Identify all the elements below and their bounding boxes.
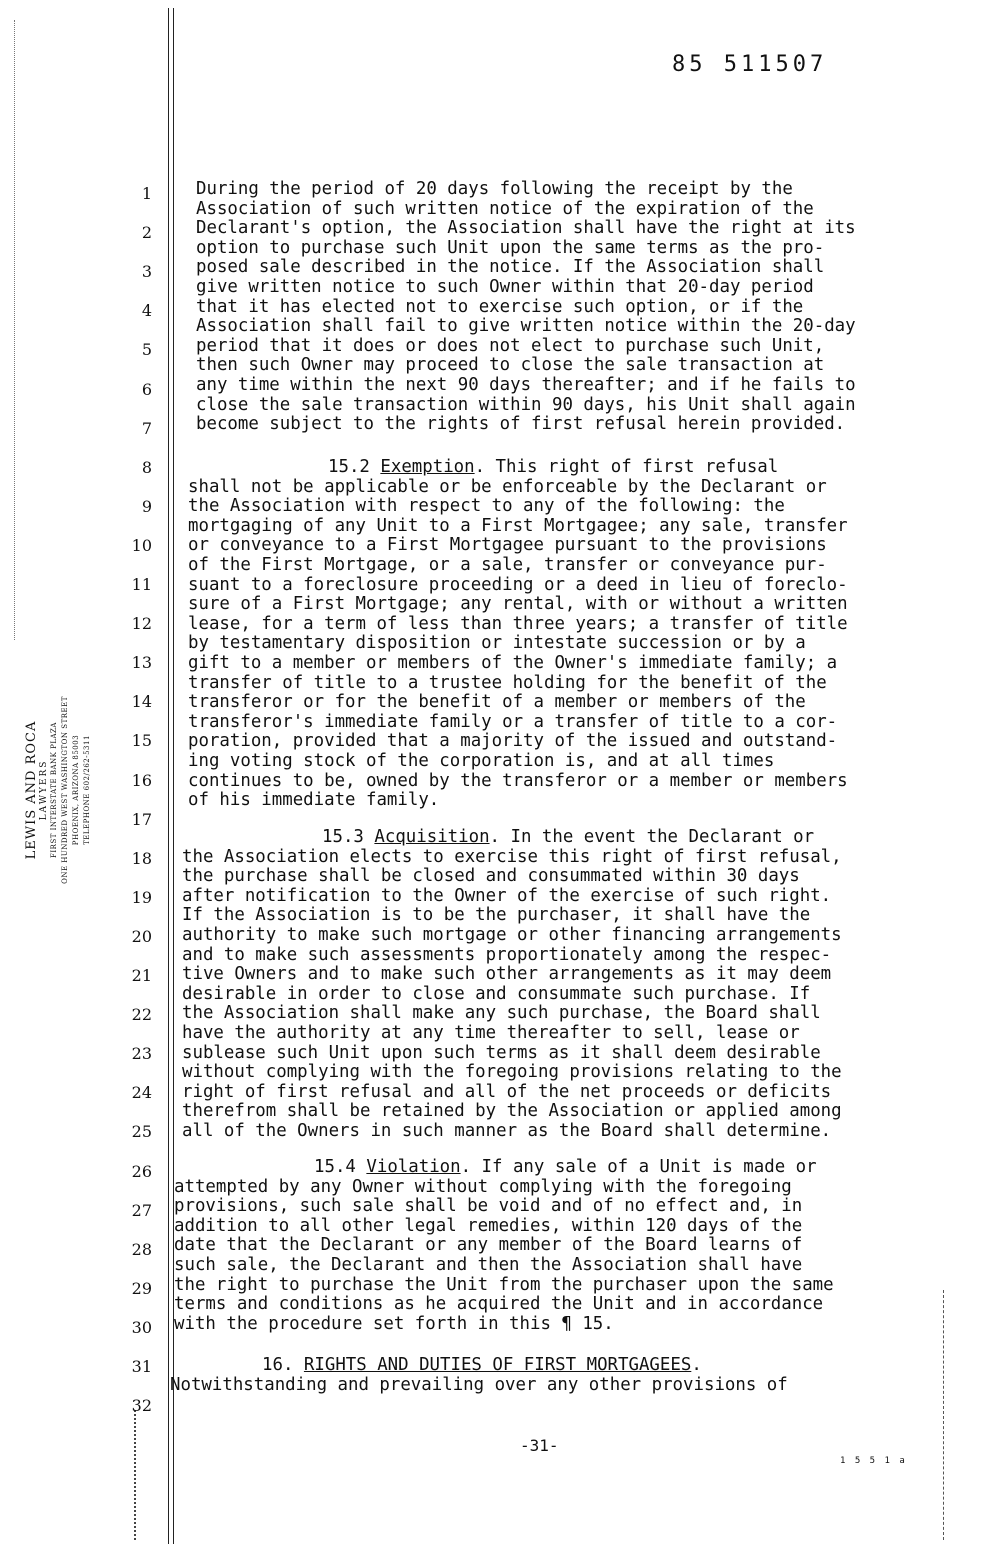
section-number: 15.3 — [322, 827, 364, 847]
line-number: 2 — [141, 223, 152, 243]
text-line: close the sale transaction within 90 days, his Unit shall again — [196, 394, 856, 415]
section-heading-line — [170, 1356, 788, 1376]
line-number: 24 — [131, 1083, 152, 1103]
text-line: the right to purchase the Unit from the purchaser upon the same — [174, 1274, 834, 1295]
line-number: 30 — [131, 1317, 152, 1337]
line-number: 5 — [141, 340, 152, 360]
text-line: sure of a First Mortgage; any rental, with or without a written — [188, 594, 848, 615]
text-line: the Association shall make any such purchase, the Board shall — [182, 1003, 821, 1024]
line-number: 3 — [141, 262, 152, 282]
text-line: addition to all other legal remedies, within 120 days of the — [174, 1215, 803, 1236]
section-number: 15.2 — [328, 457, 370, 477]
text-line: mortgaging of any Unit to a First Mortgagee; any sale, transfer — [188, 515, 848, 536]
firm-telephone: TELEPHONE 602/262-5311 — [83, 735, 91, 845]
section-number: 16. — [262, 1355, 294, 1375]
text-line: by testamentary disposition or intestate succession or by a — [188, 633, 806, 654]
right-edge-marks — [943, 1290, 944, 1540]
text-line: If the Association is to be the purchaser, it shall have the — [182, 905, 811, 926]
section-first-line: . In the event the Declarant or — [489, 827, 815, 847]
firm-letterhead — [24, 675, 93, 905]
line-number: 10 — [131, 535, 152, 555]
line-number: 1 — [141, 184, 152, 203]
section-heading-line — [188, 458, 848, 478]
section-16 — [170, 1356, 788, 1395]
text-line: provisions, such sale shall be void and of no effect and, in — [174, 1196, 803, 1217]
text-line: such sale, the Declarant and then the Association shall have — [174, 1254, 803, 1275]
line-number: 28 — [131, 1239, 152, 1259]
section-heading: Violation — [366, 1157, 461, 1177]
text-line: date that the Declarant or any member of the Board learns of — [174, 1235, 803, 1256]
text-line: without complying with the foregoing provisions relating to the — [182, 1062, 842, 1083]
text-line: any time within the next 90 days thereafter; and if he fails to — [196, 374, 856, 395]
section-heading: Exemption — [380, 457, 475, 477]
line-number: 19 — [131, 887, 152, 907]
text-line: that it has elected not to exercise such option, or if the — [196, 296, 804, 317]
text-line: give written notice to such Owner within that 20-day period — [196, 276, 814, 297]
text-line: therefrom shall be retained by the Association or applied among — [182, 1101, 842, 1122]
margin-rule-outer — [168, 8, 169, 1544]
section-heading: Acquisition — [374, 827, 490, 847]
line-number: 29 — [131, 1278, 152, 1298]
text-line: become subject to the rights of first refusal herein provided. — [196, 414, 846, 435]
text-line: transferor or for the benefit of a member or members of the — [188, 692, 806, 713]
text-line: transferor's immediate family or a transfer of title to a cor- — [188, 711, 838, 732]
line-number: 21 — [131, 966, 152, 985]
line-number: 23 — [131, 1044, 152, 1064]
line-number: 20 — [131, 926, 152, 946]
text-line: the Association with respect to any of the following: the — [188, 496, 785, 517]
line-number: 26 — [131, 1161, 152, 1181]
text-line: gift to a member or members of the Owner's immediate family; a — [188, 652, 838, 673]
text-line: or conveyance to a First Mortgagee pursuant to the provisions — [188, 535, 827, 556]
line-number: 13 — [131, 653, 152, 673]
paragraph-continuation — [196, 180, 856, 435]
line-number: 14 — [131, 692, 152, 712]
section-15-3 — [182, 828, 842, 1142]
text-line: posed sale described in the notice. If the Association shall — [196, 257, 825, 278]
document-number: 85 511507 — [672, 52, 828, 77]
section-first-line: . If any sale of a Unit is made or — [460, 1157, 817, 1177]
firm-subtitle: LAWYERS — [39, 759, 49, 821]
firm-address-2: ONE HUNDRED WEST WASHINGTON STREET — [61, 696, 69, 884]
text-line: continues to be, owned by the transferor or a member or members — [188, 770, 848, 791]
text-line: the purchase shall be closed and consummated within 30 days — [182, 866, 800, 887]
line-number: 31 — [131, 1357, 152, 1376]
text-line: the Association elects to exercise this right of first refusal, — [182, 846, 842, 867]
line-number: 16 — [131, 770, 152, 790]
line-number: 18 — [131, 848, 152, 868]
section-15-2 — [188, 458, 848, 811]
text-line: of his immediate family. — [188, 790, 440, 811]
line-number: 15 — [131, 731, 152, 751]
text-line: Association of such written notice of the expiration of the — [196, 198, 814, 219]
text-line: Association shall fail to give written notice within the 20-day — [196, 316, 856, 337]
section-15-4 — [174, 1158, 834, 1334]
text-line: sublease such Unit upon such terms as it shall deem desirable — [182, 1042, 821, 1063]
section-first-line: . This right of first refusal — [474, 457, 779, 477]
text-line: authority to make such mortgage or other financing arrangements — [182, 924, 842, 945]
line-number: 12 — [131, 614, 152, 634]
text-line: suant to a foreclosure proceeding or a deed in lieu of foreclo- — [188, 574, 848, 595]
text-line: desirable in order to close and consummate such purchase. If — [182, 983, 811, 1004]
text-line: attempted by any Owner without complying with the foregoing — [174, 1176, 792, 1197]
text-line: During the period of 20 days following the receipt by the — [196, 179, 793, 199]
page-code: 1 5 5 1 a — [840, 1456, 907, 1466]
line-number: 4 — [141, 301, 152, 321]
line-number: 27 — [131, 1200, 152, 1220]
text-line: all of the Owners in such manner as the Board shall determine. — [182, 1120, 832, 1141]
page-number: -31- — [520, 1436, 559, 1455]
firm-address-3: PHOENIX, ARIZONA 85003 — [72, 734, 80, 846]
text-line: Notwithstanding and prevailing over any other provisions of — [170, 1374, 788, 1395]
text-line: after notification to the Owner of the exercise of such right. — [182, 885, 832, 906]
line-number: 7 — [141, 418, 152, 438]
text-line: tive Owners and to make such other arrangements as it may deem — [182, 964, 832, 985]
text-line: poration, provided that a majority of the issued and outstand- — [188, 731, 838, 752]
text-line: have the authority at any time thereafter to sell, lease or — [182, 1022, 800, 1043]
text-line: transfer of title to a trustee holding for the benefit of the — [188, 672, 827, 693]
text-line: then such Owner may proceed to close the sale transaction at — [196, 355, 825, 376]
text-line: shall not be applicable or be enforceable by the Declarant or — [188, 476, 827, 497]
line-number: 22 — [131, 1005, 152, 1025]
text-line: of the First Mortgage, or a sale, transfer or conveyance pur- — [188, 554, 827, 575]
text-line: and to make such assessments proportionately among the respec- — [182, 944, 832, 965]
text-line: right of first refusal and all of the net proceeds or deficits — [182, 1081, 832, 1102]
firm-address-1: FIRST INTERSTATE BANK PLAZA — [50, 722, 58, 858]
text-line: lease, for a term of less than three years; a transfer of title — [188, 613, 848, 634]
line-number: 17 — [131, 809, 152, 829]
section-heading: RIGHTS AND DUTIES OF FIRST MORTGAGEES — [303, 1355, 692, 1375]
text-line: Declarant's option, the Association shall have the right at its — [196, 218, 856, 239]
text-line: terms and conditions as he acquired the Unit and in accordance — [174, 1294, 824, 1315]
left-edge-marks — [14, 20, 15, 640]
text-line: ing voting stock of the corporation is, and at all times — [188, 750, 775, 771]
section-number: 15.4 — [314, 1157, 356, 1177]
text-line: period that it does or does not elect to purchase such Unit, — [196, 335, 825, 356]
bottom-margin-marks — [134, 1410, 136, 1540]
line-number: 9 — [141, 496, 152, 516]
line-number: 11 — [131, 575, 152, 594]
text-line: with the procedure set forth in this ¶ 15. — [174, 1313, 614, 1334]
line-number: 25 — [131, 1122, 152, 1142]
section-heading-line — [182, 828, 842, 848]
line-number: 8 — [141, 457, 152, 477]
line-number: 6 — [141, 379, 152, 399]
section-heading-end: . — [691, 1355, 702, 1375]
firm-name: LEWIS AND ROCA — [24, 720, 39, 860]
section-heading-line — [174, 1158, 834, 1178]
text-line: option to purchase such Unit upon the same terms as the pro- — [196, 237, 825, 258]
line-number: 32 — [131, 1396, 152, 1416]
